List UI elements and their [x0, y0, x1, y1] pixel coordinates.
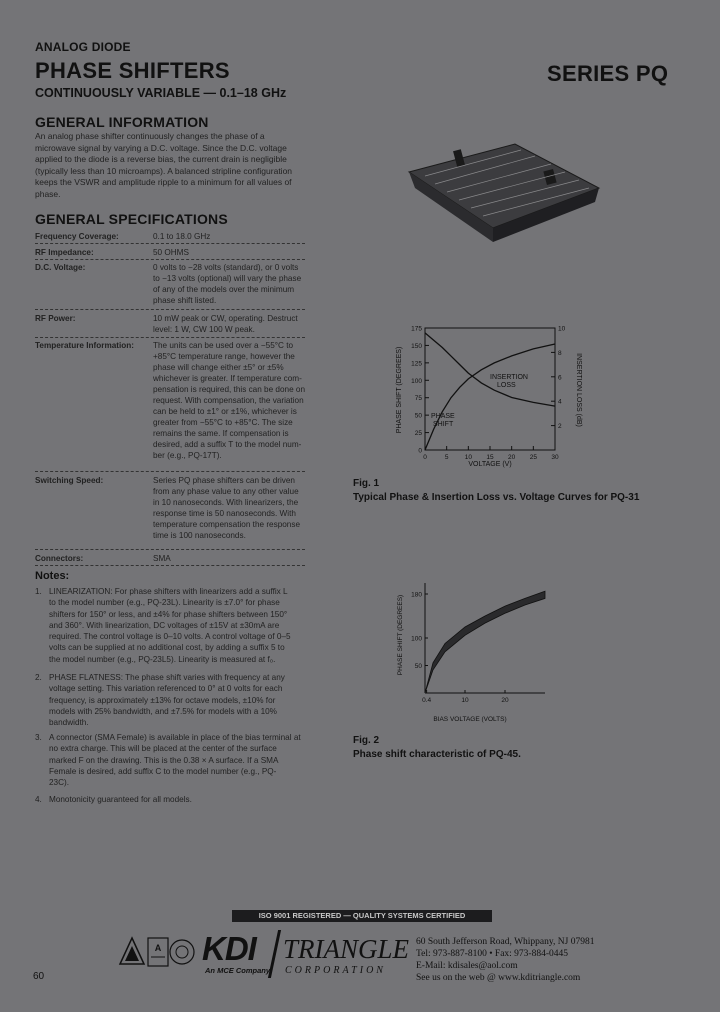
fig2-x-tick-label: 20 [501, 697, 509, 704]
spec-value [153, 313, 313, 335]
cert-triangle-icon [120, 938, 144, 964]
note-line: to the model number (e.g., PQ-23L). Linearity is ±7.0° for phase [49, 598, 280, 608]
spec-value-line: phase will change either ±5° or ±5% [153, 363, 284, 372]
fig1-left-tick-label: 25 [414, 430, 422, 438]
divider [35, 565, 305, 566]
spec-label: D.C. Voltage: [35, 263, 86, 272]
divider [35, 337, 305, 338]
fig1-label-shift: SHIFT [433, 421, 454, 428]
note-line: voltage setting. This variation referenced to 0° at 0 volts for each [49, 684, 283, 694]
fig1-x-tick-label: 5 [444, 454, 449, 461]
fig1-right-tick-label: 2 [558, 423, 562, 431]
header-kicker: ANALOG DIODE [35, 40, 131, 54]
spec-value-line: greater from −55°C to +85°C. The size [153, 418, 293, 427]
note-line: volts can be supplied at no additional cost, by adding a suffix 5 to [49, 643, 285, 653]
fig1-x-tick-label: 25 [529, 454, 537, 461]
divider [35, 259, 305, 260]
spec-label: Connectors: [35, 554, 84, 563]
cert-badge-icon [148, 938, 168, 966]
note-line: Female is desired, add suffix C to the model number (e.g., PQ- [49, 766, 277, 776]
phone-fax: Tel: 973-887-8100 • Fax: 973-884-0445 [416, 949, 569, 959]
spec-value-line: can be held to ±1° or ±1%, whichever is [153, 407, 297, 416]
spec-value [153, 262, 313, 306]
fig2-y-tick-label: 180 [411, 591, 422, 599]
fig1-left-tick-label: 75 [414, 395, 422, 403]
fig1-caption-text: Typical Phase & Insertion Loss vs. Voltage Curves for PQ-31 [353, 492, 640, 503]
spec-label: Switching Speed: [35, 476, 104, 485]
note-line: bandwidth. [49, 718, 89, 728]
divider [35, 471, 305, 472]
fig2-ticks [411, 592, 509, 705]
fig1-left-tick-label: 100 [411, 377, 422, 385]
fig1-label-loss: LOSS [497, 382, 516, 389]
fig1-plot-frame [425, 328, 555, 450]
spec-value-line: request. With compensation, the variation [153, 396, 304, 405]
note-number: 1. [35, 587, 42, 596]
spec-value-line: temperature compensation the response [153, 520, 301, 529]
general-information-text [35, 131, 315, 200]
fig1-x-tick-label: 0 [423, 454, 427, 461]
fig1-y-right-label: INSERTION LOSS (dB) [575, 353, 582, 427]
general-information-heading: GENERAL INFORMATION [35, 114, 209, 130]
note-line: shifters for 150° or less, and ±4% for phase shifters between 150° [49, 609, 288, 619]
spec-value-line: from any phase value to any other value [153, 487, 299, 496]
fig2-y-tick-label: 100 [411, 635, 422, 643]
spec-value [153, 475, 313, 541]
divider [35, 309, 305, 310]
spec-value [153, 553, 313, 564]
fig1-ticks [411, 326, 565, 462]
fig1-left-tick-label: 50 [414, 412, 422, 420]
spec-value [153, 231, 313, 242]
fig1-label-phase: PHASE [431, 413, 455, 420]
note-line: marked F on the drawing. This is the 0.38 × A surface. If a SMA [49, 755, 279, 765]
note-line: LINEARIZATION: For phase shifters with linearizers add a suffix L [49, 587, 288, 596]
note-line: required. The control voltage is 0–10 volts. A control voltage of 0–5 [49, 632, 291, 642]
spec-label: RF Power: [35, 314, 76, 323]
page-title: PHASE SHIFTERS [35, 58, 230, 83]
info-line: An analog phase shifter continuously changes the phase of a [35, 131, 265, 141]
fig2-y-axis-label: PHASE SHIFT (DEGREES) [397, 594, 404, 676]
spec-value-line: phase shift listed. [153, 296, 217, 305]
spec-value-line: time is 100 nanoseconds. [153, 531, 246, 540]
fig1-chart [365, 320, 585, 470]
fig2-caption-text: Phase shift characteristic of PQ-45. [353, 749, 521, 760]
note-line: and 360°. With linearization, DC voltages of ±15V at ±30mA are [49, 620, 280, 630]
note-line: Monotonicity guaranteed for all models. [49, 795, 192, 804]
spec-value-line: Series PQ phase shifters can be driven [153, 476, 295, 485]
corporation-wordmark: CORPORATION [285, 965, 386, 976]
info-line: phase. [35, 188, 61, 199]
note-line: PHASE FLATNESS: The phase shift varies with frequency at any [49, 673, 285, 682]
certification-logos [118, 934, 196, 974]
fig1-x-tick-label: 10 [464, 454, 472, 461]
general-specifications-heading: GENERAL SPECIFICATIONS [35, 211, 228, 227]
email[interactable]: E-Mail: kdisales@aol.com [416, 961, 518, 971]
spec-value-line: whichever is greater. If temperature com- [153, 374, 302, 383]
info-line: keeps the VSWR and amplitude ripple to a minimum for all values of [35, 177, 292, 187]
fig1-series-phase-shift [425, 344, 555, 450]
fig1-right-tick-label: 4 [558, 398, 562, 406]
fig1-grid [425, 328, 555, 450]
kdi-logo: KDI [202, 930, 256, 967]
note-line: models with 25% bandwidth, and ±7.5% for models with a 10% [49, 706, 277, 716]
divider [35, 243, 305, 244]
spec-value-line: pensation is required, this can be done on [153, 385, 306, 394]
info-line: (typically less than 10 microamps). A balanced stripline configuration [35, 165, 293, 176]
fig1-left-tick-label: 175 [411, 325, 422, 333]
spec-label: RF Impedance: [35, 248, 94, 257]
spec-value-line: of any of the models over the minimum [153, 285, 295, 294]
spec-value-line: +85°C temperature range, however the [153, 352, 295, 361]
spec-value-line: level: 1 W, CW 100 W peak. [153, 325, 255, 334]
spec-value-line: 10 mW peak or CW, operating. Destruct [153, 314, 298, 323]
note-line: A connector (SMA Female) is available in place of the bias terminal at [49, 733, 301, 742]
fig1-x-tick-label: 20 [508, 454, 516, 461]
spec-value-line: response time is 50 nanoseconds. With [153, 509, 296, 518]
fig2-series-band [425, 591, 545, 693]
spec-value-line: remains the same. If compensation is [153, 429, 289, 438]
spec-value [153, 340, 313, 461]
note-line: the model number (e.g., PQ-23L5). Linearity is measured at f₀. [49, 654, 276, 664]
product-photo [395, 130, 615, 250]
fig1-series-insertion-loss [425, 333, 555, 406]
note-text [49, 586, 311, 665]
spec-value-line: in 10 nanoseconds. With linearizers, the [153, 498, 299, 507]
spec-value-line: to −13 volts (optional) will vary the phase [153, 274, 302, 283]
fig1-right-tick-label: 10 [558, 325, 566, 333]
fig1-x-axis-label: VOLTAGE (V) [468, 461, 512, 468]
fig1-right-tick-label: 6 [558, 374, 562, 382]
info-line: microwave signal by varying a D.C. voltage. Since the D.C. voltage [35, 142, 287, 153]
fig1-left-tick-label: 125 [411, 360, 422, 368]
note-line: frequency, is approximately ±13% for octave models, ±10% for [49, 695, 276, 705]
page-subtitle: CONTINUOUSLY VARIABLE — 0.1–18 GHz [35, 86, 287, 100]
page-number: 60 [33, 971, 45, 982]
spec-value-line: desired, add a suffix T to the model num- [153, 440, 302, 449]
note-text [49, 672, 311, 728]
notes-heading: Notes: [35, 570, 70, 582]
spec-value-line: 0.1 to 18.0 GHz [153, 232, 211, 241]
svg-text:A: A [154, 943, 162, 953]
fig1-y-left-label: PHASE SHIFT (DEGREES) [396, 346, 403, 434]
fig1-right-tick-label: 8 [558, 349, 562, 357]
series-title: SERIES PQ [547, 61, 669, 86]
note-number: 4. [35, 795, 42, 804]
note-line: 23C). [49, 778, 70, 788]
fig2-x-tick-label: 10 [461, 697, 469, 704]
fig1-x-tick-label: 15 [486, 454, 494, 461]
spec-value [153, 247, 313, 258]
spec-label: Frequency Coverage: [35, 232, 119, 241]
contact-block [416, 936, 594, 984]
spec-label: Temperature Information: [35, 341, 135, 350]
spec-value-line: SMA [153, 554, 171, 563]
fig1-left-tick-label: 0 [418, 447, 422, 455]
cert-seal-icon [170, 940, 194, 964]
fig1-caption-label: Fig. 1 [353, 478, 380, 489]
spec-value-line: ber (e.g., PQ-17T). [153, 451, 222, 460]
note-number: 2. [35, 673, 42, 682]
note-text [49, 732, 311, 788]
info-line: applied to the diode is a reverse bias, the current drain is negligible [35, 154, 287, 164]
divider [35, 549, 305, 550]
fig2-caption-label: Fig. 2 [353, 735, 380, 746]
note-text [49, 794, 311, 805]
note-line: no extra charge. This will be placed at the center of the surface [49, 744, 277, 754]
address: 60 South Jefferson Road, Whippany, NJ 07981 [416, 937, 595, 947]
note-number: 3. [35, 733, 42, 742]
mce-tagline: An MCE Company [205, 966, 271, 975]
fig1-left-tick-label: 150 [411, 342, 422, 350]
fig1-x-tick-label: 30 [551, 454, 559, 461]
spec-value-line: The units can be used over a −55°C to [153, 341, 294, 350]
footer-banner: ISO 9001 REGISTERED — QUALITY SYSTEMS CERTIFIED [232, 910, 492, 922]
fig2-y-tick-label: 50 [414, 663, 422, 670]
fig2-x-tick-label: 0.4 [422, 697, 432, 704]
fig2-chart [380, 575, 560, 725]
triangle-logo: TRIANGLE [283, 934, 410, 964]
spec-value-line: 0 volts to −28 volts (standard), or 0 volts [153, 263, 299, 272]
fig1-label-insertion: INSERTION [490, 374, 528, 381]
website[interactable]: See us on the web @ www.kditriangle.com [416, 973, 581, 983]
spec-value-line: 50 OHMS [153, 248, 189, 257]
fig2-x-axis-label: BIAS VOLTAGE (VOLTS) [433, 716, 507, 723]
